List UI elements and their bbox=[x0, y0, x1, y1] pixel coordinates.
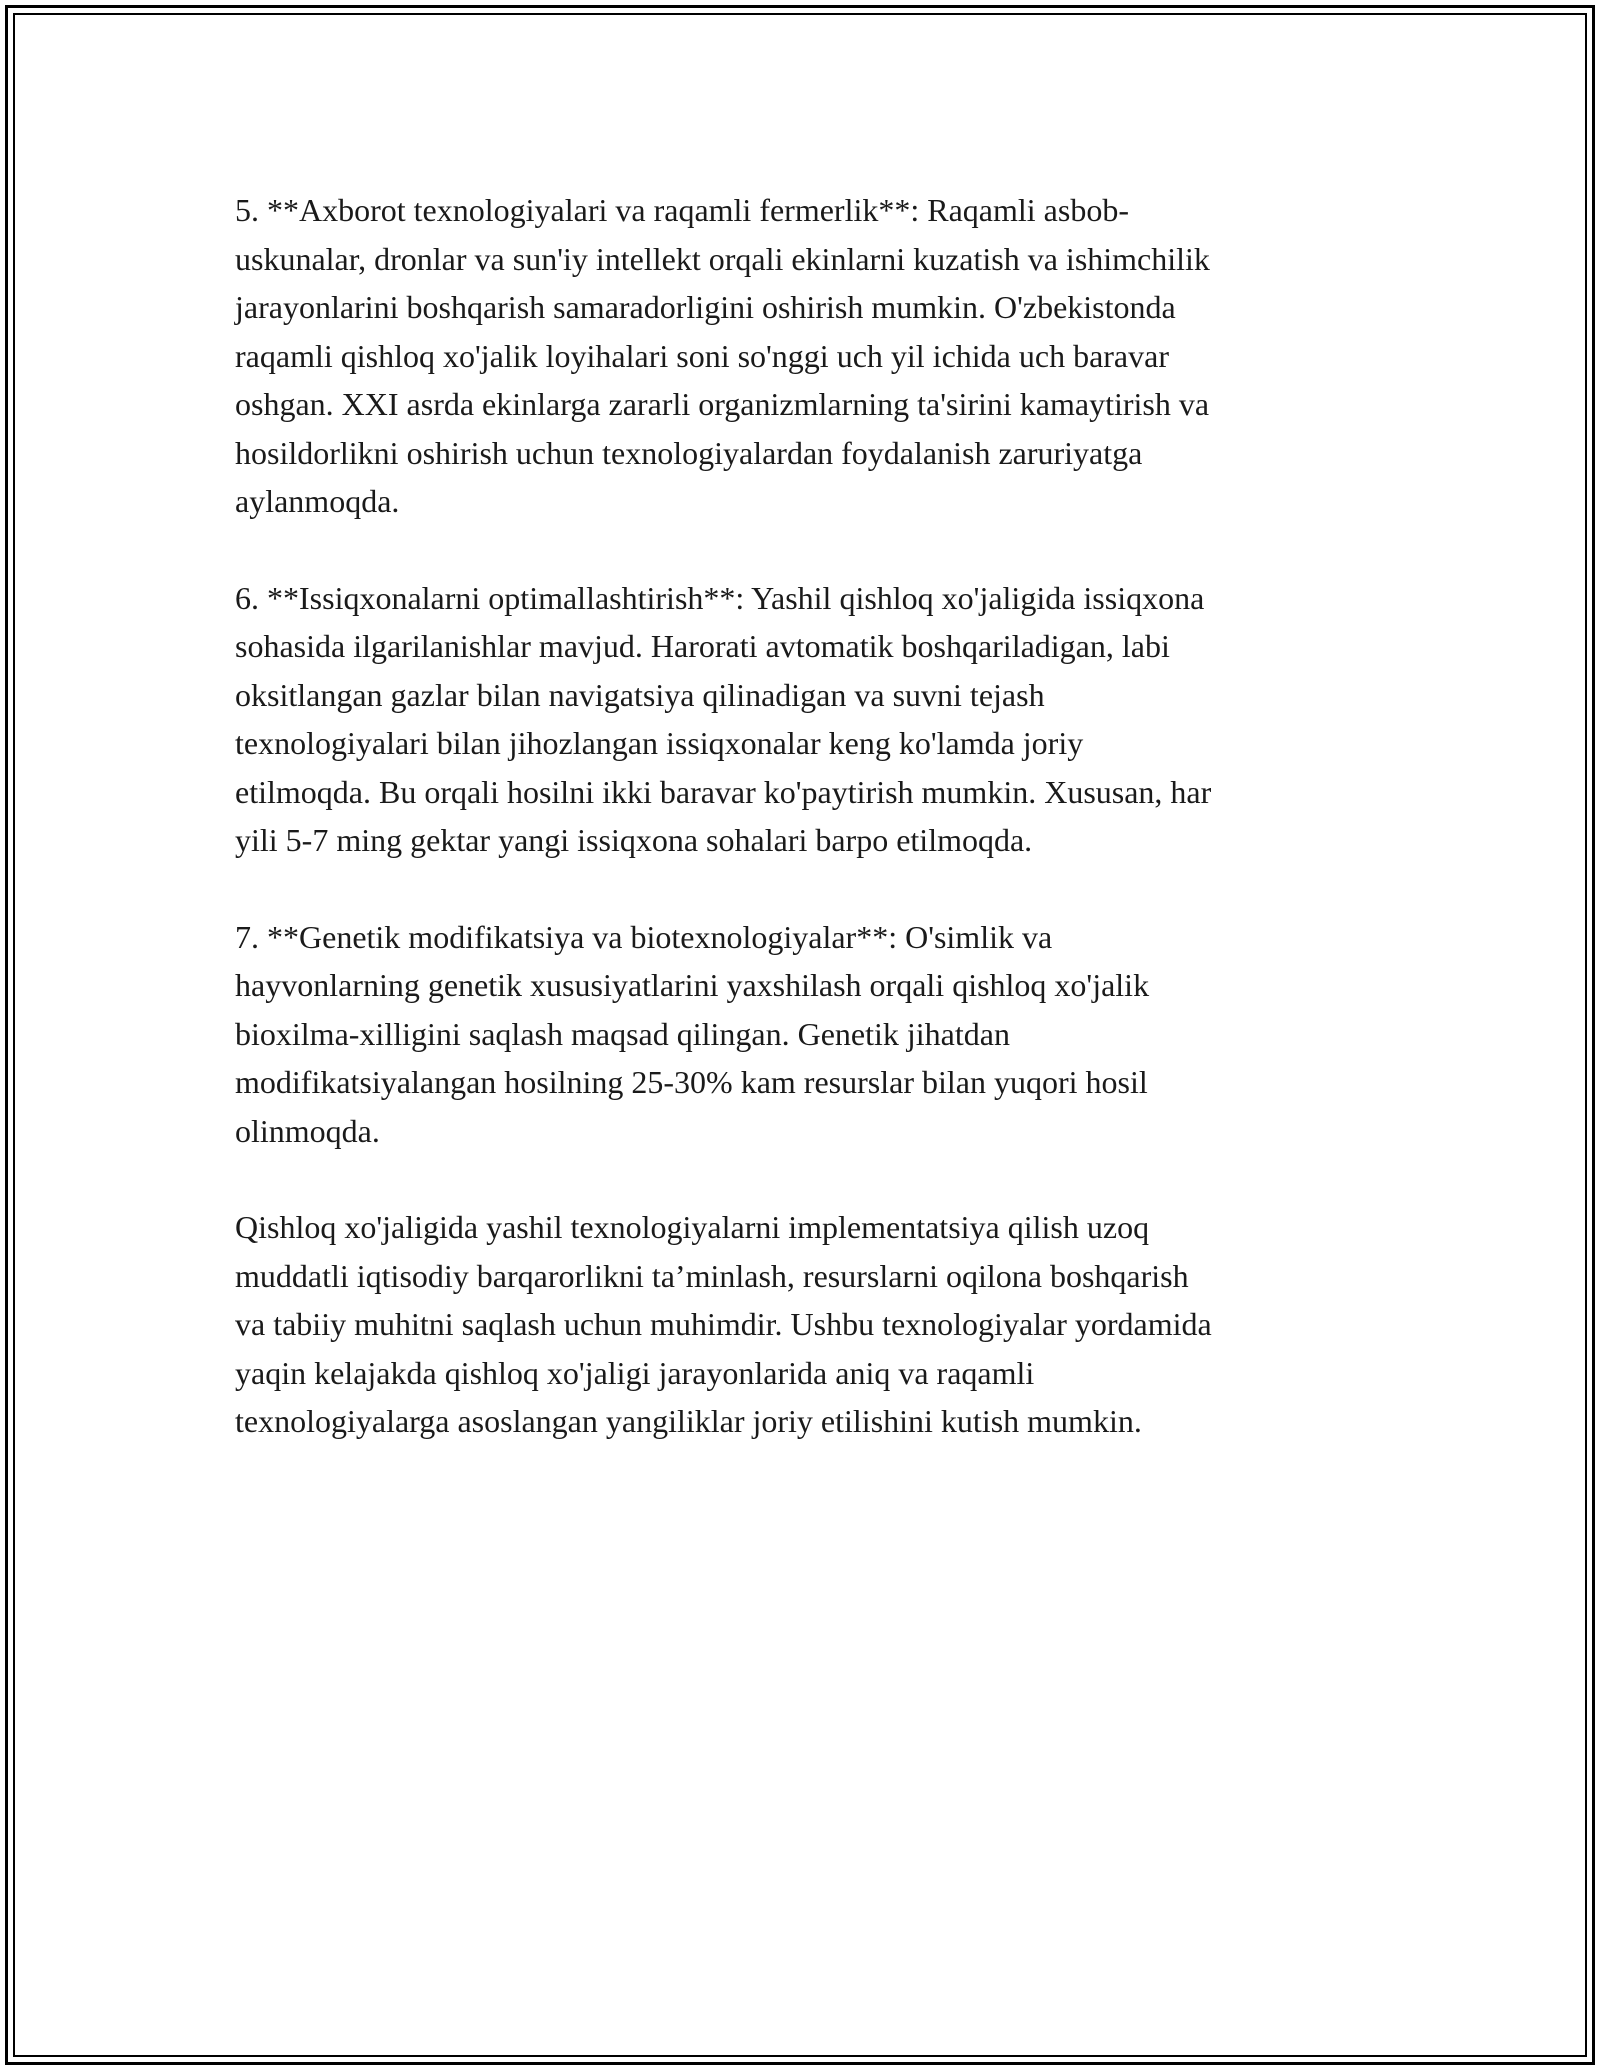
paragraph-genetic-modification: 7. **Genetik modifikatsiya va biotexnologiyalar**: O'simlik va hayvonlarning genetik xususiyatlarini yaxshilash orqali qishloq xo'jalik bioxilma-xilligini saqlash maqsad qilingan. Genetik jihatdan modifikatsiyalangan hosilning 25-30% kam resurslar bilan yuqori hosil olinmoqda. bbox=[235, 918, 1150, 1149]
paragraph-conclusion: Qishloq xo'jaligida yashil texnologiyalarni implementatsiya qilish uzoq muddatli iqtisodiy barqarorlikni ta’minlash, resurslarni oqilona boshqarish va tabiiy muhitni saqlash uchun muhimdir. Ushbu texnologiyalar yordamida yaqin kelajakda qishloq xo'jaligi jarayonlarida aniq va raqamli texnologiyalarga asoslangan yangiliklar joriy etilishini kutish mumkin. bbox=[235, 1209, 1212, 1439]
paragraph-digital-farming: 5. **Axborot texnologiyalari va raqamli fermerlik**: Raqamli asbob- uskunalar, dronlar va sun'iy intellekt orqali ekinlarni kuzatish va ishimchilik jarayonlarini boshqarish samaradorligini oshirish mumkin. O'zbekistonda raqamli qishloq xo'jalik loyihalari soni so'nggi uch yil ichida uch baravar oshgan. XXI asrda ekinlarga zararli organizmlarning ta'sirini kamaytirish va hosildorlikni oshirish uchun texnologiyalardan foydalanish zaruriyatga aylanmoqda. bbox=[235, 192, 1210, 519]
document-body bbox=[235, 186, 1365, 1494]
paragraph-greenhouse-optimization: 6. **Issiqxonalarni optimallashtirish**: Yashil qishloq xo'jaligida issiqxona sohasida ilgarilanishlar mavjud. Harorati avtomatik boshqariladigan, labi oksitlangan gazlar bilan navigatsiya qilinadigan va suvni tejash texnologiyalari bilan jihozlangan issiqxonalar keng ko'lamda joriy etilmoqda. Bu orqali hosilni ikki baravar ko'paytirish mumkin. Xususan, har yili 5-7 ming gektar yangi issiqxona sohalari barpo etilmoqda. bbox=[235, 579, 1212, 858]
